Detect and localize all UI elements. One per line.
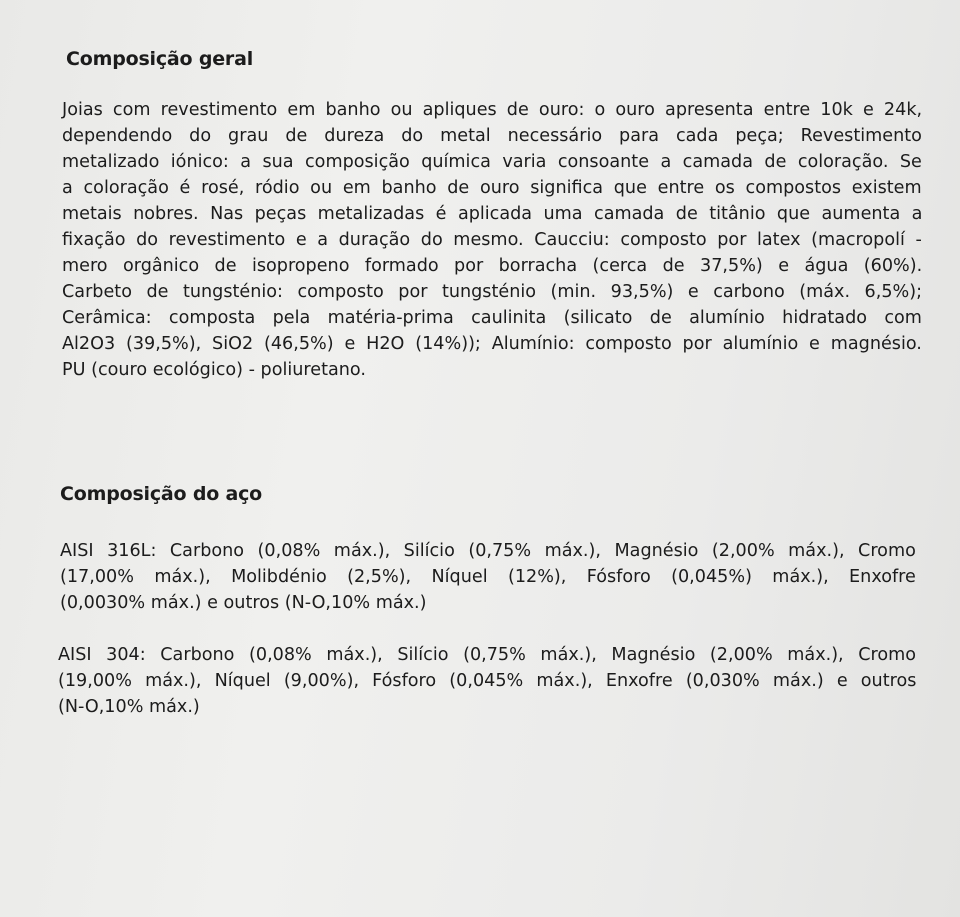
paragraph-aisi-316l <box>60 538 916 616</box>
text-line: AISI 316L: Carbono (0,08% máx.), Silício (0,75% máx.), Magnésio (2,00% máx.), Cromo <box>60 541 916 561</box>
text-line: (19,00% máx.), Níquel (9,00%), Fósforo (0,045% máx.), Enxofre (0,030% máx.) e outros <box>58 671 917 691</box>
text-line: PU (couro ecológico) - poliuretano. <box>62 360 366 380</box>
text-line: Joias com revestimento em banho ou apliques de ouro: o ouro apresenta entre 10k e 24k, <box>62 100 923 120</box>
text-line: AISI 304: Carbono (0,08% máx.), Silício (0,75% máx.), Magnésio (2,00% máx.), Cromo <box>58 645 917 665</box>
text-line: metalizado iónico: a sua composição química varia consoante a camada de coloração. Se <box>62 152 922 172</box>
section-heading-composicao-geral: Composição geral <box>66 48 254 70</box>
text-line: Cerâmica: composta pela matéria-prima caulinita (silicato de alumínio hidratado com <box>62 308 922 328</box>
text-line: Carbeto de tungsténio: composto por tungsténio (min. 93,5%) e carbono (máx. 6,5%); <box>62 282 923 302</box>
section-heading-composicao-do-aco: Composição do aço <box>60 483 263 505</box>
text-line: (17,00% máx.), Molibdénio (2,5%), Níquel (12%), Fósforo (0,045%) máx.), Enxofre <box>60 567 916 587</box>
paragraph-composicao-geral <box>62 97 922 383</box>
paragraph-aisi-304 <box>58 642 916 720</box>
text-line: dependendo do grau de dureza do metal necessário para cada peça; Revestimento <box>62 126 922 146</box>
text-line: metais nobres. Nas peças metalizadas é aplicada uma camada de titânio que aumenta a <box>62 204 923 224</box>
text-line: (N-O,10% máx.) <box>58 697 200 717</box>
text-line: mero orgânico de isopropeno formado por borracha (cerca de 37,5%) e água (60%). <box>62 256 923 276</box>
text-line: fixação do revestimento e a duração do mesmo. Caucciu: composto por latex (macropolí - <box>62 230 922 250</box>
text-line: (0,0030% máx.) e outros (N-O,10% máx.) <box>60 593 427 613</box>
text-line: a coloração é rosé, ródio ou em banho de ouro significa que entre os compostos existem <box>62 178 922 198</box>
text-line: Al2O3 (39,5%), SiO2 (46,5%) e H2O (14%)); Alumínio: composto por alumínio e magnésio. <box>62 334 922 354</box>
